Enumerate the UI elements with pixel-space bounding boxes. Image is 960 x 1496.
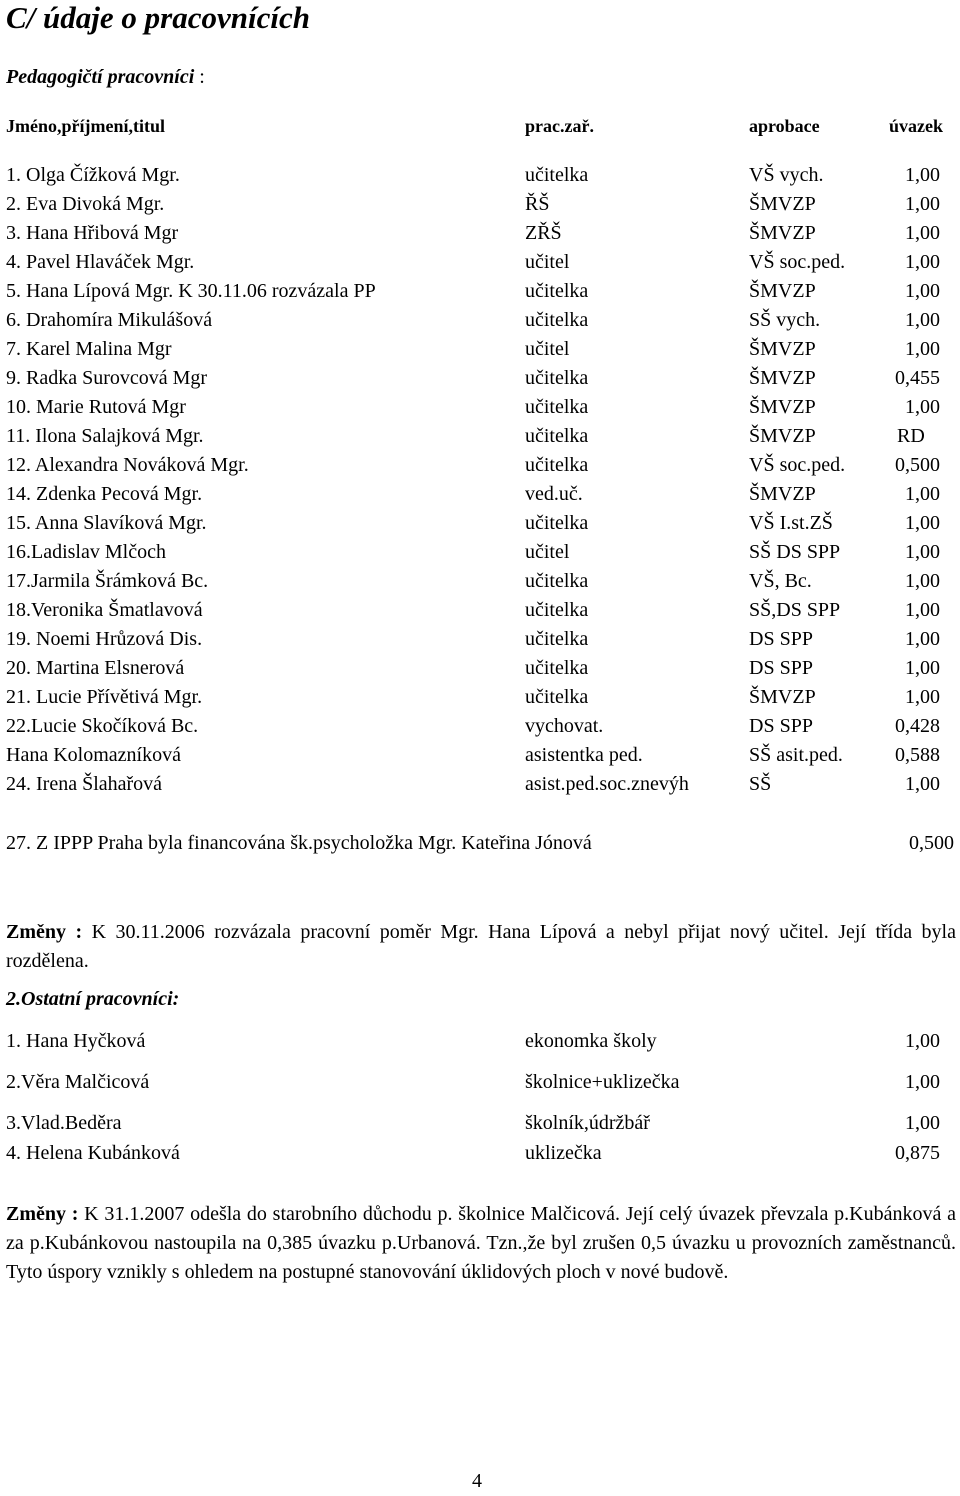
cell-position: učitelka [525,164,589,186]
section-heading-pedagogical [6,66,205,89]
table-row [0,599,960,628]
column-header-load: úvazek [889,116,943,136]
cell-approbation: VŠ I.st.ZŠ [749,512,833,534]
cell-approbation: VŠ, Bc. [749,570,812,592]
list-item [0,1030,960,1059]
cell-load: 1,00 [905,570,940,592]
table-row [0,309,960,338]
cell-approbation: SŠ asit.ped. [749,744,843,766]
cell-position: uklizečka [525,1142,602,1164]
section-heading-colon: : [199,66,205,88]
cell-approbation: ŠMVZP [749,222,816,244]
cell-position: učitelka [525,657,589,679]
cell-position: učitelka [525,599,589,621]
cell-load: RD [897,425,925,447]
cell-name: 3. Hana Hřibová Mgr [6,222,179,244]
cell-load: 1,00 [905,222,940,244]
cell-load: 0,455 [895,367,940,389]
page-title: C/ údaje o pracovnících [6,0,310,35]
cell-name: 24. Irena Šlahařová [6,773,163,795]
table-row [0,715,960,744]
cell-load: 0,428 [895,715,940,737]
cell-position: učitel [525,541,570,563]
cell-name: 1. Olga Čížková Mgr. [6,164,180,186]
table-row [0,628,960,657]
column-header-approbation: aprobace [749,116,820,136]
table-row [0,338,960,367]
cell-name: 5. Hana Lípová Mgr. K 30.11.06 rozvázala PP [6,280,376,302]
changes-paragraph-1 [6,918,956,976]
cell-name: 6. Drahomíra Mikulášová [6,309,213,331]
table-row [0,570,960,599]
cell-name: 9. Radka Surovcová Mgr [6,367,208,389]
cell-approbation: SŠ vych. [749,309,821,331]
cell-position: školnice+uklizečka [525,1071,680,1093]
cell-name: 18.Veronika Šmatlavová [6,599,203,621]
table-row [0,193,960,222]
table-row [0,541,960,570]
section-heading-text: Pedagogičtí pracovníci [6,66,195,88]
cell-approbation: ŠMVZP [749,338,816,360]
table-row [0,657,960,686]
cell-name: 7. Karel Malina Mgr [6,338,172,360]
cell-approbation: ŠMVZP [749,686,816,708]
cell-position: učitelka [525,454,589,476]
cell-load: 1,00 [905,251,940,273]
cell-name: 2. Eva Divoká Mgr. [6,193,165,215]
cell-approbation: SŠ [749,773,772,795]
cell-position: ekonomka školy [525,1030,657,1052]
cell-name: 4. Pavel Hlaváček Mgr. [6,251,195,273]
cell-load: 1,00 [905,396,940,418]
cell-position: učitelka [525,512,589,534]
cell-load: 1,00 [905,773,940,795]
cell-name: 2.Věra Malčicová [6,1071,150,1093]
cell-approbation: ŠMVZP [749,367,816,389]
cell-name: 11. Ilona Salajková Mgr. [6,425,204,447]
table-row [0,425,960,454]
changes-text: K 30.11.2006 rozvázala pracovní poměr Mgr. Hana Lípová a nebyl přijat nový učitel. Její třída byla rozdělena. [6,921,956,972]
list-item [0,1142,960,1171]
cell-name: 12. Alexandra Nováková Mgr. [6,454,249,476]
cell-name: 17.Jarmila Šrámková Bc. [6,570,209,592]
cell-name: 15. Anna Slavíková Mgr. [6,512,207,534]
cell-load: 1,00 [905,1071,940,1093]
table-row [0,483,960,512]
cell-approbation: ŠMVZP [749,280,816,302]
table-row [0,686,960,715]
cell-approbation: VŠ soc.ped. [749,454,846,476]
cell-position: učitelka [525,686,589,708]
column-header-position: prac.zař. [525,116,594,136]
cell-approbation: ŠMVZP [749,193,816,215]
cell-load: 1,00 [905,686,940,708]
cell-position: ved.uč. [525,483,583,505]
table-row [0,454,960,483]
table-row [0,773,960,802]
cell-name: 4. Helena Kubánková [6,1142,180,1164]
cell-name: 22.Lucie Skočíková Bc. [6,715,199,737]
changes-text: K 31.1.2007 odešla do starobního důchodu p. školnice Malčicová. Její celý úvazek převzala p.Kubánková a za p.Kubánkovou nastoupila na 0,385 úvazku p.Urbanová. Tzn.,že byl zrušen 0,5 úvazku u provozních zaměstnanců. Tyto úspory vznikly s ohledem na postupné stanovování úklidových ploch v nové budově. [6,1203,956,1283]
cell-position: školník,údržbář [525,1112,650,1134]
table-row [0,251,960,280]
cell-load: 0,875 [895,1142,940,1164]
cell-name: 16.Ladislav Mlčoch [6,541,166,563]
cell-position: učitelka [525,309,589,331]
cell-approbation: VŠ soc.ped. [749,251,846,273]
cell-approbation: DS SPP [749,657,813,679]
cell-load: 1,00 [905,483,940,505]
cell-position: učitelka [525,367,589,389]
table-row [0,367,960,396]
table-row [0,222,960,251]
cell-load: 1,00 [905,599,940,621]
cell-load: 1,00 [905,193,940,215]
cell-approbation: VŠ vych. [749,164,824,186]
cell-position: učitel [525,251,570,273]
table-row [0,512,960,541]
cell-load: 1,00 [905,1112,940,1134]
cell-load: 0,500 [895,454,940,476]
changes-paragraph-2 [6,1200,956,1287]
table-row [0,164,960,193]
cell-name: 1. Hana Hyčková [6,1030,146,1052]
cell-name: 21. Lucie Přívětivá Mgr. [6,686,203,708]
cell-name: 10. Marie Rutová Mgr [6,396,186,418]
cell-position: vychovat. [525,715,604,737]
cell-approbation: SŠ,DS SPP [749,599,841,621]
cell-approbation: ŠMVZP [749,425,816,447]
cell-load: 1,00 [905,541,940,563]
changes-label: Změny : [6,1203,79,1225]
cell-position: učitelka [525,628,589,650]
cell-name: 20. Martina Elsnerová [6,657,185,679]
table-row [0,744,960,773]
column-header-name: Jméno,příjmení,titul [6,116,165,136]
cell-position: asistentka ped. [525,744,643,766]
changes-label: Změny : [6,921,83,943]
cell-name: 14. Zdenka Pecová Mgr. [6,483,203,505]
cell-position: asist.ped.soc.znevýh [525,773,689,795]
cell-name: 3.Vlad.Beděra [6,1112,122,1134]
cell-load: 1,00 [905,280,940,302]
cell-load: 1,00 [905,657,940,679]
list-item [0,1071,960,1100]
cell-load: 1,00 [905,512,940,534]
cell-position: učitel [525,338,570,360]
cell-approbation: ŠMVZP [749,483,816,505]
page-number: 4 [472,1470,482,1492]
cell-position: učitelka [525,396,589,418]
table-row [0,280,960,309]
cell-position: ZŘŠ [525,222,562,244]
cell-position: učitelka [525,280,589,302]
cell-load: 1,00 [905,1030,940,1052]
cell-approbation: DS SPP [749,628,813,650]
ippp-note: 27. Z IPPP Praha byla financována šk.psycholožka Mgr. Kateřina Jónová [6,832,592,854]
cell-approbation: SŠ DS SPP [749,541,841,563]
cell-approbation: ŠMVZP [749,396,816,418]
ippp-load: 0,500 [909,832,954,854]
cell-load: 1,00 [905,164,940,186]
cell-load: 1,00 [905,309,940,331]
section-heading-other: 2.Ostatní pracovníci: [6,988,180,1010]
cell-position: učitelka [525,425,589,447]
cell-name: Hana Kolomazníková [6,744,181,766]
cell-load: 0,588 [895,744,940,766]
cell-position: učitelka [525,570,589,592]
cell-approbation: DS SPP [749,715,813,737]
cell-name: 19. Noemi Hrůzová Dis. [6,628,203,650]
cell-position: ŘŠ [525,193,550,215]
cell-load: 1,00 [905,628,940,650]
list-item [0,1112,960,1141]
table-row [0,396,960,425]
cell-load: 1,00 [905,338,940,360]
